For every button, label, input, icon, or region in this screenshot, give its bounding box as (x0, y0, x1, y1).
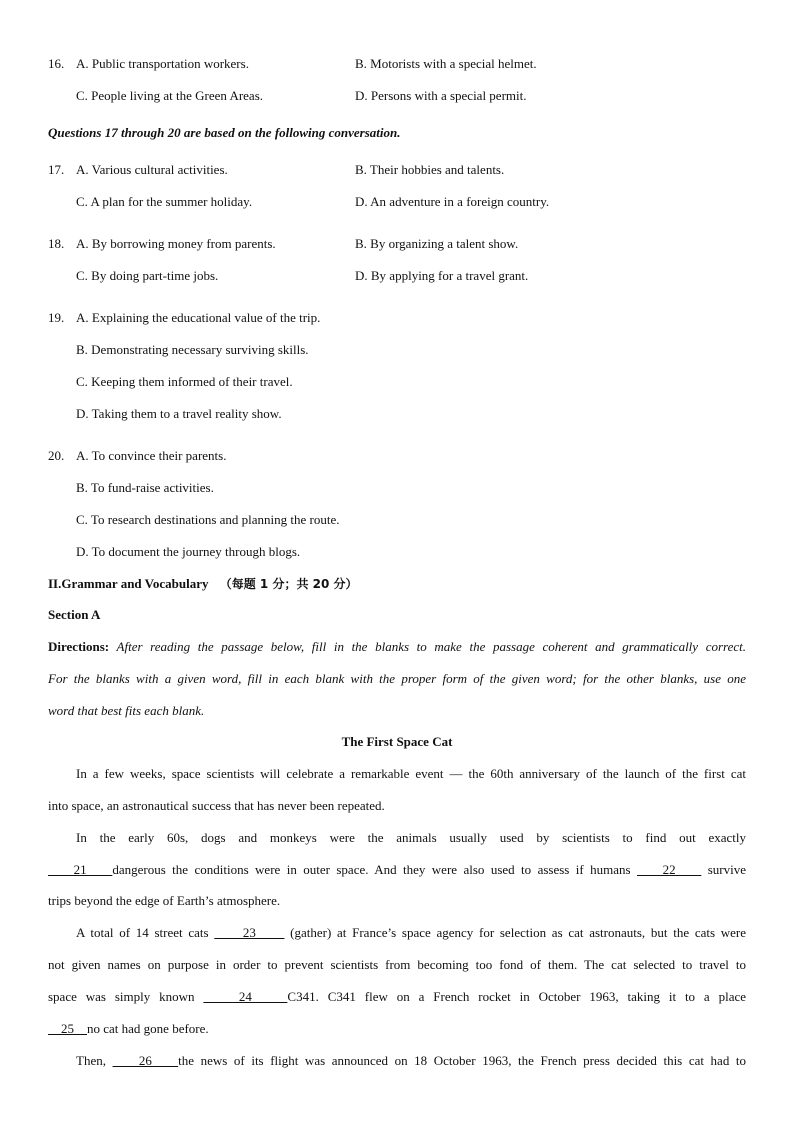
passage-p2-line-1: In the early 60s, dogs and monkeys were the animals usually used by scientists to find out exactly (76, 830, 746, 845)
passage-p3-line-4-post: no cat had gone before. (87, 1021, 209, 1036)
directions-label: Directions: (48, 639, 110, 654)
q19-option-c: C. Keeping them informed of their travel. (76, 374, 293, 389)
blank-22[interactable]: 22 (637, 862, 702, 877)
passage-p2-line-2-text: dangerous the conditions were in outer space. And they were also used to assess if humans (112, 862, 637, 877)
q16-option-d: D. Persons with a special permit. (355, 88, 527, 103)
section-heading (48, 576, 358, 592)
q16-option-b: B. Motorists with a special helmet. (355, 56, 537, 71)
conversation-header: Questions 17 through 20 are based on the following conversation. (48, 125, 401, 140)
q20-number: 20. (48, 448, 65, 463)
passage-p3-line-3 (48, 989, 746, 1005)
blank-26[interactable]: 26 (112, 1053, 179, 1068)
passage-title: The First Space Cat (341, 734, 453, 749)
q18-option-d: D. By applying for a travel grant. (355, 268, 529, 283)
passage-p3-line-3-pre: space was simply known (48, 989, 204, 1004)
q20-option-b: B. To fund-raise activities. (76, 480, 214, 495)
q20-option-c: C. To research destinations and planning the route. (76, 512, 340, 527)
q20-option-d: D. To document the journey through blogs. (76, 544, 301, 559)
q19-option-a: A. Explaining the educational value of the trip. (76, 310, 321, 325)
passage-p2-line-2 (48, 862, 746, 878)
q16-option-a: A. Public transportation workers. (76, 56, 249, 71)
q17-number: 17. (48, 162, 65, 177)
passage-p2-line-2-end: survive (701, 862, 747, 877)
passage-p3-line-4 (48, 1021, 209, 1037)
passage-p3-line-1-post: (gather) at France’s space agency for selection as cat astronauts, but the cats were (284, 925, 747, 940)
q16-option-c: C. People living at the Green Areas. (76, 88, 264, 103)
blank-24[interactable]: 24 (203, 989, 288, 1004)
q17-option-d: D. An adventure in a foreign country. (355, 194, 550, 209)
passage-p3-line-2: not given names on purpose in order to prevent scientists from becoming too fond of them. The cat selected to travel to (48, 957, 746, 972)
blank-23[interactable]: 23 (214, 925, 285, 940)
passage-p3-line-3-post: C341. C341 flew on a French rocket in October 1963, taking it to a place (287, 989, 747, 1004)
directions-line-2: For the blanks with a given word, fill in each blank with the proper form of the given word; for the other blanks, use one (48, 671, 746, 686)
q19-option-b: B. Demonstrating necessary surviving skills. (76, 342, 309, 357)
directions-line-3: word that best fits each blank. (48, 703, 205, 718)
q17-option-c: C. A plan for the summer holiday. (76, 194, 253, 209)
q18-option-b: B. By organizing a talent show. (355, 236, 519, 251)
passage-p3-line-1 (76, 925, 746, 941)
passage-p4-pre: Then, (76, 1053, 113, 1068)
passage-p4-line-1 (76, 1053, 746, 1069)
passage-p4-post: the news of its flight was announced on 18 October 1963, the French press decided this cat had to (178, 1053, 747, 1068)
q18-option-a: A. By borrowing money from parents. (76, 236, 276, 251)
q18-option-c: C. By doing part-time jobs. (76, 268, 219, 283)
q18-number: 18. (48, 236, 65, 251)
section-score: （每题 1 分；共 20 分） (219, 577, 358, 591)
blank-21[interactable]: 21 (48, 862, 113, 877)
passage-p3-line-1-pre: A total of 14 street cats (76, 925, 215, 940)
directions-line-1 (48, 639, 746, 655)
q16-number: 16. (48, 56, 65, 71)
q17-option-b: B. Their hobbies and talents. (355, 162, 505, 177)
passage-p2-line-3: trips beyond the edge of Earth’s atmosphere. (48, 893, 281, 908)
directions-text-1: After reading the passage below, fill in the blanks to make the passage coherent and grammatically correct. (116, 639, 747, 654)
section-title: II.Grammar and Vocabulary (48, 576, 209, 591)
passage-p1-line-1: In a few weeks, space scientists will celebrate a remarkable event — the 60th anniversary of the launch of the first cat (76, 766, 746, 781)
passage-p1-line-2: into space, an astronautical success that has never been repeated. (48, 798, 385, 813)
q19-option-d: D. Taking them to a travel reality show. (76, 406, 282, 421)
blank-25[interactable]: 25 (48, 1021, 87, 1036)
q17-option-a: A. Various cultural activities. (76, 162, 228, 177)
q19-number: 19. (48, 310, 65, 325)
section-a-label: Section A (48, 607, 101, 622)
q20-option-a: A. To convince their parents. (76, 448, 227, 463)
